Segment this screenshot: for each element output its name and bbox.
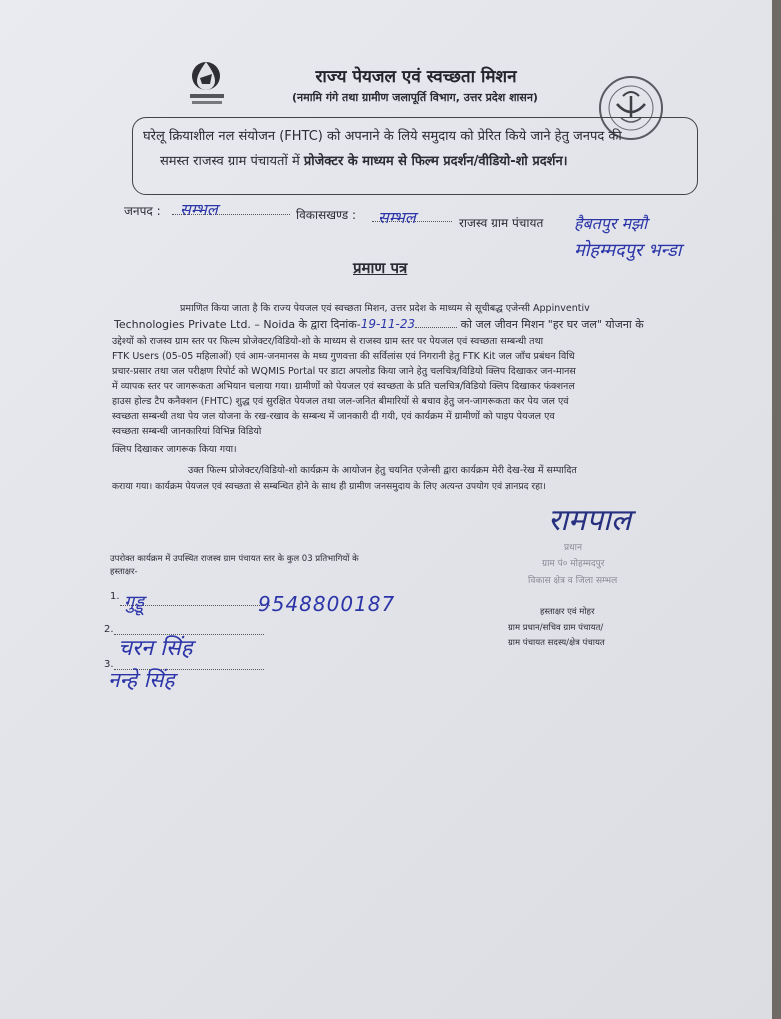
participant-3-name: नन्हे सिंह [108,668,175,692]
body-line-4: FTK Users (05-05 महिलाओं) एवं आम-जनमानस के मध्य गुणवत्ता की सर्विलांस एवं निगरानी हेतु FTK Kit जल जाँच प्रबंधन विधि [112,351,575,362]
signatory-role-2: ग्राम पंचायत सदस्य/क्षेत्र पंचायत [508,638,605,648]
body-line-2-post: को जल जीवन मिशन "हर घर जल" योजना के [460,318,644,331]
participant-number-1: 1. [110,591,120,602]
block-handwritten: सम्भल [378,208,416,227]
topic-line-2-bold: प्रोजेक्टर के माध्यम से फिल्म प्रदर्शन/वीडियो-शो प्रदर्शन। [303,154,568,169]
stamp-line-1: प्रधान [564,543,582,553]
body-line-6: में व्यापक स्तर पर जागरूकता अभियान चलाया गया। ग्रामीणों को पेयजल एवं स्वच्छता के प्रति चलचित्र/विडियो क्लिप दिखाकर फंक्शनल [112,381,575,392]
participant-number-3: 3. [104,659,114,670]
participant-1-phone: 9548800187 [258,592,396,616]
body-line-8: स्वच्छता सम्बन्धी तथा पेय जल योजना के रख-रखाव के सम्बन्ध में जानकारी दी गयी, एवं कार्यक्रम में ग्रामीणों को पाइप पेयजल एव [112,411,555,422]
district-handwritten: सम्भल [180,200,218,219]
topic-line-1: घरेलू क्रियाशील नल संयोजन (FHTC) को अपनाने के लिये समुदाय को प्रेरित किये जाने हेतु जनपद की [143,129,622,144]
jal-jeevan-mission-logo [180,56,240,116]
body-line-5: प्रचार-प्रसार तथा जल परीक्षण रिपोर्ट को WQMIS Portal पर डाटा अपलोड किया जाने हेतु चलचित्र/विडियो क्लिप दिखाकर जन-मानस [112,366,576,377]
body-line-10: क्लिप दिखाकर जागरूक किया गया। [112,444,237,455]
participant-1-name: गुड्डू [124,592,144,613]
body-line-12: कराया गया। कार्यक्रम पेयजल एवं स्वच्छता से सम्बन्धित होने के साथ ही ग्रामीण जनसमुदाय के लिए अत्यन्त उपयोग एवं ज्ञानप्रद रहा। [112,481,546,492]
signatory-role-1: ग्राम प्रधान/सचिव ग्राम पंचायत/ [508,623,604,633]
topic-line-2 [160,151,690,169]
page-subtitle: (नमामि गंगे तथा ग्रामीण जलापूर्ति विभाग, उत्तर प्रदेश शासन) [292,91,538,104]
page-title: राज्य पेयजल एवं स्वच्छता मिशन [315,67,517,87]
panchayat-label: राजस्व ग्राम पंचायत [459,216,544,230]
pradhan-signature: रामपाल [548,503,632,538]
event-date-handwritten: 19-11-23 [360,317,416,331]
stamp-line-3: विकास क्षेत्र व जिला सम्भल [528,576,618,586]
stamp-line-2: ग्राम पं० मोहम्मदपुर [542,559,605,569]
district-label: जनपद : [124,204,161,218]
participants-intro-2: हस्ताक्षर- [110,567,138,577]
body-line-1: प्रमाणित किया जाता है कि राज्य पेयजल एवं स्वच्छता मिशन, उत्तर प्रदेश के माध्यम से सूचीबद्ध एजेन्सी Appinventiv [180,303,590,314]
body-line-11: उक्त फिल्म प्रोजेक्टर/विडियो-शो कार्यक्रम के आयोजन हेतु चयनित एजेन्सी द्वारा कार्यक्रम मेरी देख-रेख में सम्पादित [188,465,577,476]
body-line-2 [114,318,644,332]
participant-2-name: चरन सिंह [118,636,193,661]
panchayat-handwritten-2: मोहम्मदपुर भन्डा [574,240,682,261]
sign-and-seal-label: हस्ताक्षर एवं मोहर [540,607,595,617]
topic-line-2-text: समस्त राजस्व ग्राम पंचायतों में [160,154,304,169]
body-line-2-pre: Technologies Private Ltd. – Noida के द्वारा दिनांक- [114,318,361,331]
body-line-3: उद्देश्यों को राजस्व ग्राम स्तर पर फिल्म प्रोजेक्टर/विडियो-शो के माध्यम से राजस्व ग्राम स्तर पर पेयजल एवं स्वच्छता सम्बन्धी तथा [112,336,544,347]
body-line-9: स्वच्छता सम्बन्धी जानकारियां विभिन्न विडियो [112,426,262,437]
block-label: विकासखण्ड : [296,208,357,222]
body-line-7: हाउस होल्ड टैप कनैक्शन (FHTC) शुद्ध एवं सुरक्षित पेयजल तथा जल-जनित बीमारियों से बचाव हेतु जन-जागरूकता कर पेय जल एवं [112,396,569,407]
panchayat-handwritten-1: हैबतपुर मझौ [574,214,648,233]
participants-intro: उपरोक्त कार्यक्रम में उपस्थित राजस्व ग्राम पंचायत स्तर के कुल 03 प्रतिभागियों के [110,554,359,564]
participant-number-2: 2. [104,624,114,635]
certificate-heading: प्रमाण पत्र [353,259,408,277]
